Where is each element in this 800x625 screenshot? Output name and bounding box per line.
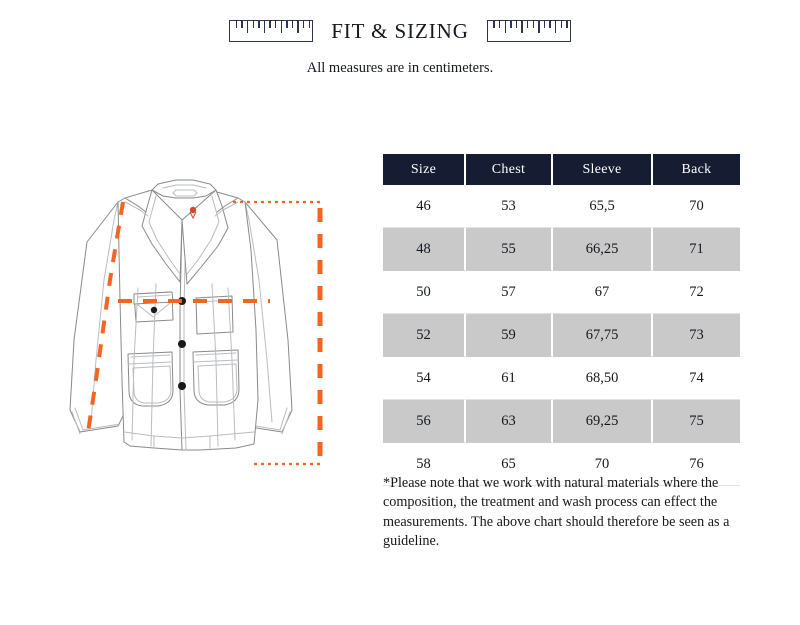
ruler-tick [236,21,237,28]
cell-back: 76 [653,443,740,486]
table-row [383,357,740,400]
cell-back: 73 [653,314,740,357]
ruler-tick [538,21,539,33]
size-chart-table-wrapper [383,154,740,486]
table-row [383,228,740,271]
ruler-tick [281,21,282,33]
ruler-tick [521,21,522,33]
column-header-chest: Chest [466,154,553,185]
cell-chest: 61 [466,357,553,400]
cell-chest: 57 [466,271,553,314]
cell-chest: 59 [466,314,553,357]
cell-chest: 53 [466,185,553,228]
ruler-tick [533,21,534,28]
cell-chest: 65 [466,443,553,486]
ruler-tick [247,21,248,33]
ruler-tick [561,21,562,28]
cell-size: 46 [383,185,466,228]
ruler-tick [303,21,304,28]
footnote-disclaimer: *Please note that we work with natural materials where the composition, the treatment and wash process can effect the measurements. The above chart should therefore be seen as a guideline. [383,475,730,550]
page-subtitle: All measures are in centimeters. [306,60,494,76]
page-title: FIT & SIZING [331,18,469,43]
ruler-tick [566,21,567,28]
cell-size: 58 [383,443,466,486]
ruler-tick [527,21,528,28]
cell-sleeve: 67,75 [553,314,653,357]
table-row [383,400,740,443]
ruler-tick [309,21,310,28]
ruler-tick [516,21,517,28]
ruler-tick [241,21,242,28]
ruler-icon [229,20,313,42]
size-chart-table [383,154,740,486]
ruler-tick [505,21,506,33]
ruler-tick [253,21,254,28]
cell-sleeve: 65,5 [553,185,653,228]
cell-size: 50 [383,271,466,314]
title-row [0,14,800,48]
cell-size: 52 [383,314,466,357]
cell-sleeve: 67 [553,271,653,314]
column-header-size: Size [383,154,466,185]
cell-back: 71 [653,228,740,271]
table-row [383,314,740,357]
ruler-tick [510,21,511,28]
ruler-tick [297,21,298,33]
ruler-tick [286,21,287,28]
jacket-illustration [30,160,360,490]
cell-size: 56 [383,400,466,443]
cell-back: 72 [653,271,740,314]
cell-sleeve: 70 [553,443,653,486]
ruler-tick [499,21,500,28]
cell-sleeve: 69,25 [553,400,653,443]
cell-chest: 55 [466,228,553,271]
ruler-tick [555,21,556,33]
cell-size: 54 [383,357,466,400]
ruler-tick [258,21,259,28]
cell-chest: 63 [466,400,553,443]
cell-back: 70 [653,185,740,228]
ruler-tick [493,21,494,28]
ruler-tick [275,21,276,28]
ruler-tick [269,21,270,28]
cell-back: 74 [653,357,740,400]
page-header [0,0,800,77]
table-row [383,271,740,314]
ruler-icon [487,20,571,42]
ruler-tick [549,21,550,28]
table-header-row [383,154,740,185]
cell-sleeve: 66,25 [553,228,653,271]
ruler-tick [264,21,265,33]
column-header-sleeve: Sleeve [553,154,653,185]
column-header-back: Back [653,154,740,185]
cell-size: 48 [383,228,466,271]
ruler-tick [292,21,293,28]
table-row [383,185,740,228]
ruler-tick [544,21,545,28]
cell-back: 75 [653,400,740,443]
cell-sleeve: 68,50 [553,357,653,400]
